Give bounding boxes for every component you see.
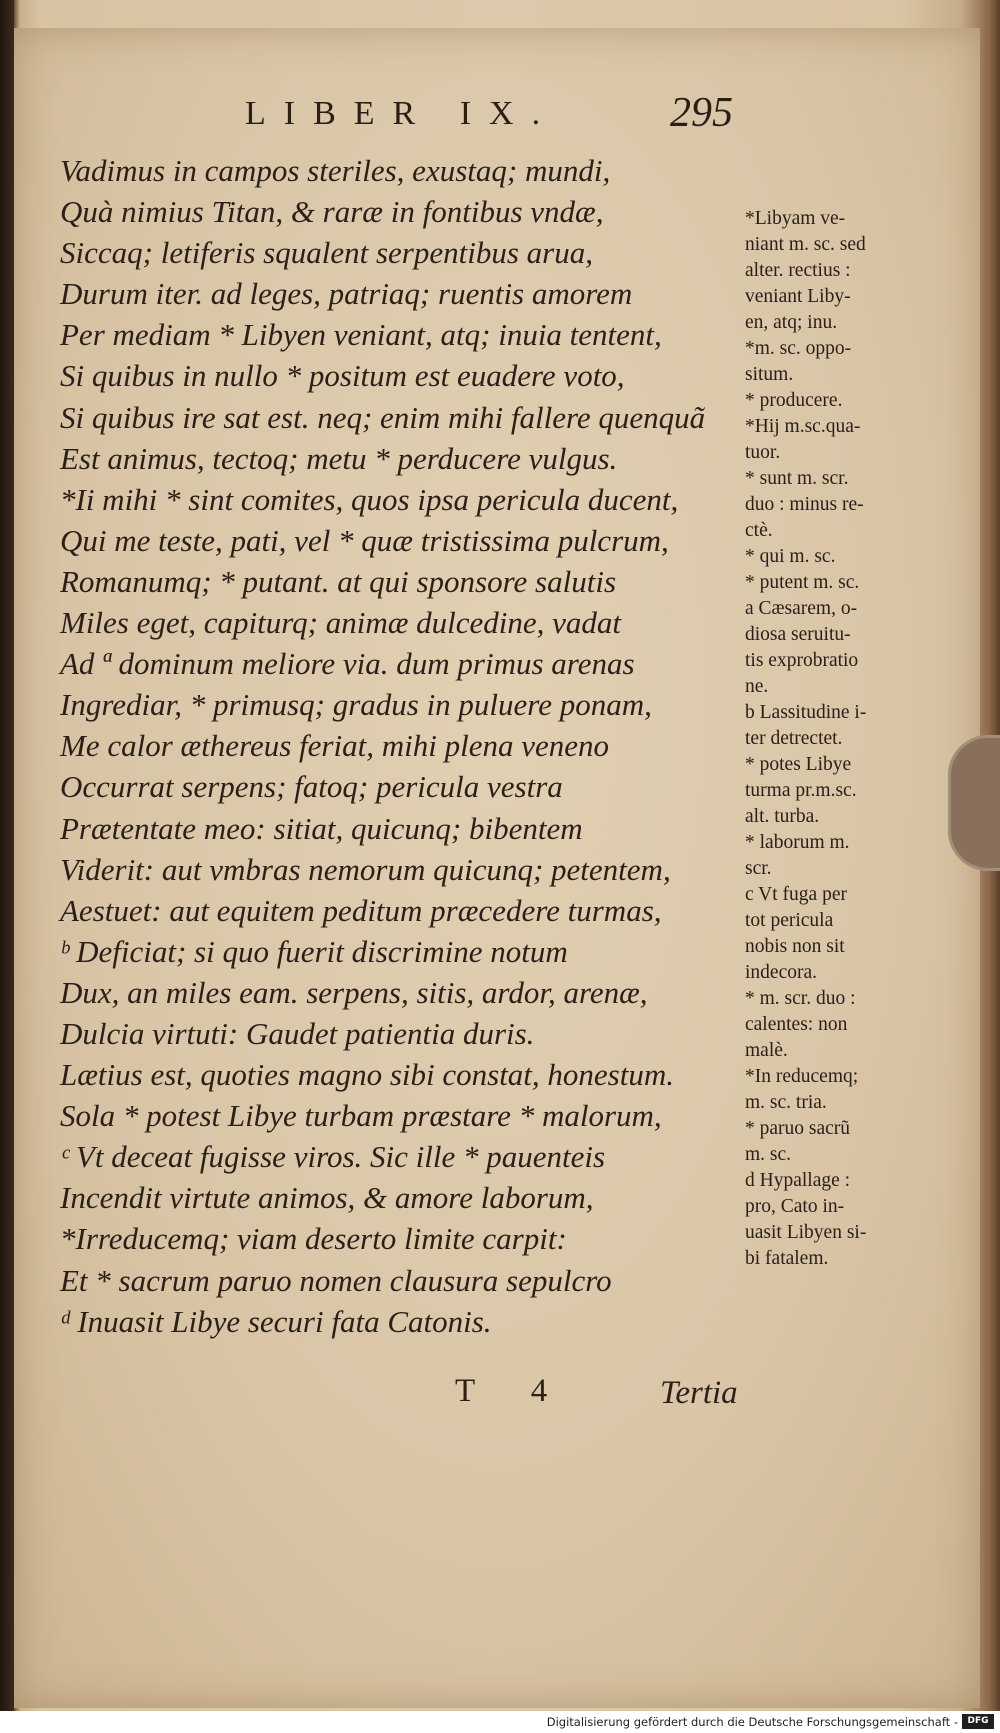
margin-note-line: a Cæsarem, o-: [745, 598, 858, 619]
verse-line: Si quibus in nullo * positum est euadere voto,: [60, 358, 625, 394]
verse-line: Qui me teste, pati, vel * quæ tristissima pulcrum,: [60, 522, 669, 558]
margin-note-line: alt. turba.: [745, 806, 820, 827]
margin-note-line: * sunt m. scr.: [745, 468, 849, 489]
margin-note-line: m. sc.: [745, 1144, 792, 1165]
margin-note-line: uasit Libyen si-: [745, 1222, 867, 1243]
margin-note-line: niant m. sc. sed: [745, 234, 866, 255]
margin-note-line: duo : minus re-: [745, 494, 864, 515]
digitization-credit: Digitalisierung gefördert durch die Deutsche Forschungsgemeinschaft -: [546, 1715, 958, 1729]
verse-line: Romanumq; * putant. at qui sponsore salutis: [60, 563, 617, 599]
margin-note-line: * m. scr. duo :: [745, 988, 856, 1009]
margin-note-line: b Lassitudine i-: [745, 702, 867, 723]
margin-note-line: bi fatalem.: [745, 1248, 829, 1269]
digitization-credit-bar: [0, 1711, 1000, 1733]
verse-line: ᶜ Vt deceat fugisse viros. Sic ille * pauenteis: [60, 1139, 606, 1175]
verse-text-block: [60, 150, 750, 1342]
page-number: 295: [670, 90, 733, 136]
margin-note-line: diosa seruitu-: [745, 624, 851, 645]
verse-line: Vadimus in campos steriles, exustaq; mundi,: [60, 153, 611, 188]
verse-line: Per mediam * Libyen veniant, atq; inuia tentent,: [60, 317, 662, 353]
verse-line: Si quibus ire sat est. neq; enim mihi fallere quenquã: [60, 399, 706, 435]
margin-note-line: malè.: [745, 1040, 788, 1061]
verse-line: Incendit virtute animos, & amore laborum,: [60, 1180, 594, 1216]
page-header: [0, 90, 1000, 145]
margin-note-line: veniant Liby-: [745, 286, 851, 307]
verse-line: Miles eget, capiturq; animæ dulcedine, vadat: [60, 605, 622, 641]
dfg-logo: DFG: [962, 1714, 994, 1729]
margin-note-line: * qui m. sc.: [745, 546, 836, 567]
bookmark-tab: [948, 735, 1000, 871]
verse-line: Lætius est, quoties magno sibi constat, honestum.: [60, 1057, 674, 1093]
margin-note-line: calentes: non: [745, 1014, 848, 1035]
margin-note-line: *Hij m.sc.qua-: [745, 416, 861, 437]
margin-note-line: d Hypallage :: [745, 1170, 851, 1191]
verse-line: Dux, an miles eam. serpens, sitis, ardor, arenæ,: [60, 974, 648, 1010]
margin-note-line: * potes Libye: [745, 754, 852, 775]
page-footer: [0, 1373, 1000, 1423]
margin-note-line: m. sc. tria.: [745, 1092, 827, 1113]
verse-line: Quà nimius Titan, & raræ in fontibus vndæ,: [60, 194, 604, 230]
verse-line: Sola * potest Libye turbam præstare * malorum,: [60, 1098, 662, 1134]
verse-line: Ingrediar, * primusq; gradus in puluere ponam,: [60, 687, 652, 723]
margin-note-line: * laborum m.: [745, 832, 850, 853]
verse-line: Ad ª dominum meliore via. dum primus arenas: [60, 646, 635, 682]
verse-line: Et * sacrum paruo nomen clausura sepulcro: [60, 1262, 612, 1298]
verse-line: Siccaq; letiferis squalent serpentibus arua,: [60, 235, 593, 271]
verse-line: Me calor æthereus feriat, mihi plena veneno: [60, 728, 609, 764]
verse-line: Viderit: aut vmbras nemorum quicunq; petentem,: [60, 851, 671, 887]
margin-note-line: ctè.: [745, 520, 773, 541]
verse-line: Durum iter. ad leges, patriaq; ruentis amorem: [60, 276, 633, 312]
margin-note-line: *In reducemq;: [745, 1066, 859, 1087]
margin-note-line: *Libyam ve-: [745, 208, 846, 229]
margin-note-line: scr.: [745, 858, 772, 879]
margin-notes-block: [745, 206, 945, 1272]
margin-note-line: pro, Cato in-: [745, 1196, 845, 1217]
verse-line: Dulcia virtuti: Gaudet patientia duris.: [60, 1015, 535, 1051]
verse-line: *Irreducemq; viam deserto limite carpit:: [60, 1221, 567, 1257]
margin-note-line: nobis non sit: [745, 936, 845, 957]
margin-note-line: * paruo sacrũ: [745, 1118, 851, 1139]
verse-line: ᵈ Inuasit Libye securi fata Catonis.: [60, 1303, 492, 1339]
running-head: LIBER IX.: [245, 95, 559, 132]
verse-line: Occurrat serpens; fatoq; pericula vestra: [60, 769, 563, 805]
book-spine-edge: [0, 0, 14, 1733]
verse-line: Aestuet: aut equitem peditum præcedere turmas,: [60, 892, 662, 928]
margin-note-line: indecora.: [745, 962, 818, 983]
margin-note-line: tot pericula: [745, 910, 834, 931]
margin-note-line: situm.: [745, 364, 794, 385]
verse-line: *Ii mihi * sint comites, quos ipsa pericula ducent,: [60, 481, 679, 517]
margin-note-line: ne.: [745, 676, 769, 697]
verse-line: Est animus, tectoq; metu * perducere vulgus.: [60, 440, 618, 476]
margin-note-line: tuor.: [745, 442, 781, 463]
signature-mark: T 4: [455, 1373, 572, 1409]
catchword: Tertia: [660, 1375, 738, 1411]
verse-line: ᵇ Deficiat; si quo fuerit discrimine notum: [60, 933, 568, 969]
verse-line: Prætentate meo: sitiat, quicunq; bibentem: [60, 810, 583, 846]
margin-note-line: tis exprobratio: [745, 650, 859, 671]
margin-note-line: c Vt fuga per: [745, 884, 847, 905]
margin-note-line: alter. rectius :: [745, 260, 851, 281]
margin-note-line: * producere.: [745, 390, 843, 411]
margin-note-line: *m. sc. oppo-: [745, 338, 852, 359]
margin-note-line: en, atq; inu.: [745, 312, 838, 333]
margin-note-line: * putent m. sc.: [745, 572, 860, 593]
margin-note-line: turma pr.m.sc.: [745, 780, 857, 801]
margin-note-line: ter detrectet.: [745, 728, 843, 749]
